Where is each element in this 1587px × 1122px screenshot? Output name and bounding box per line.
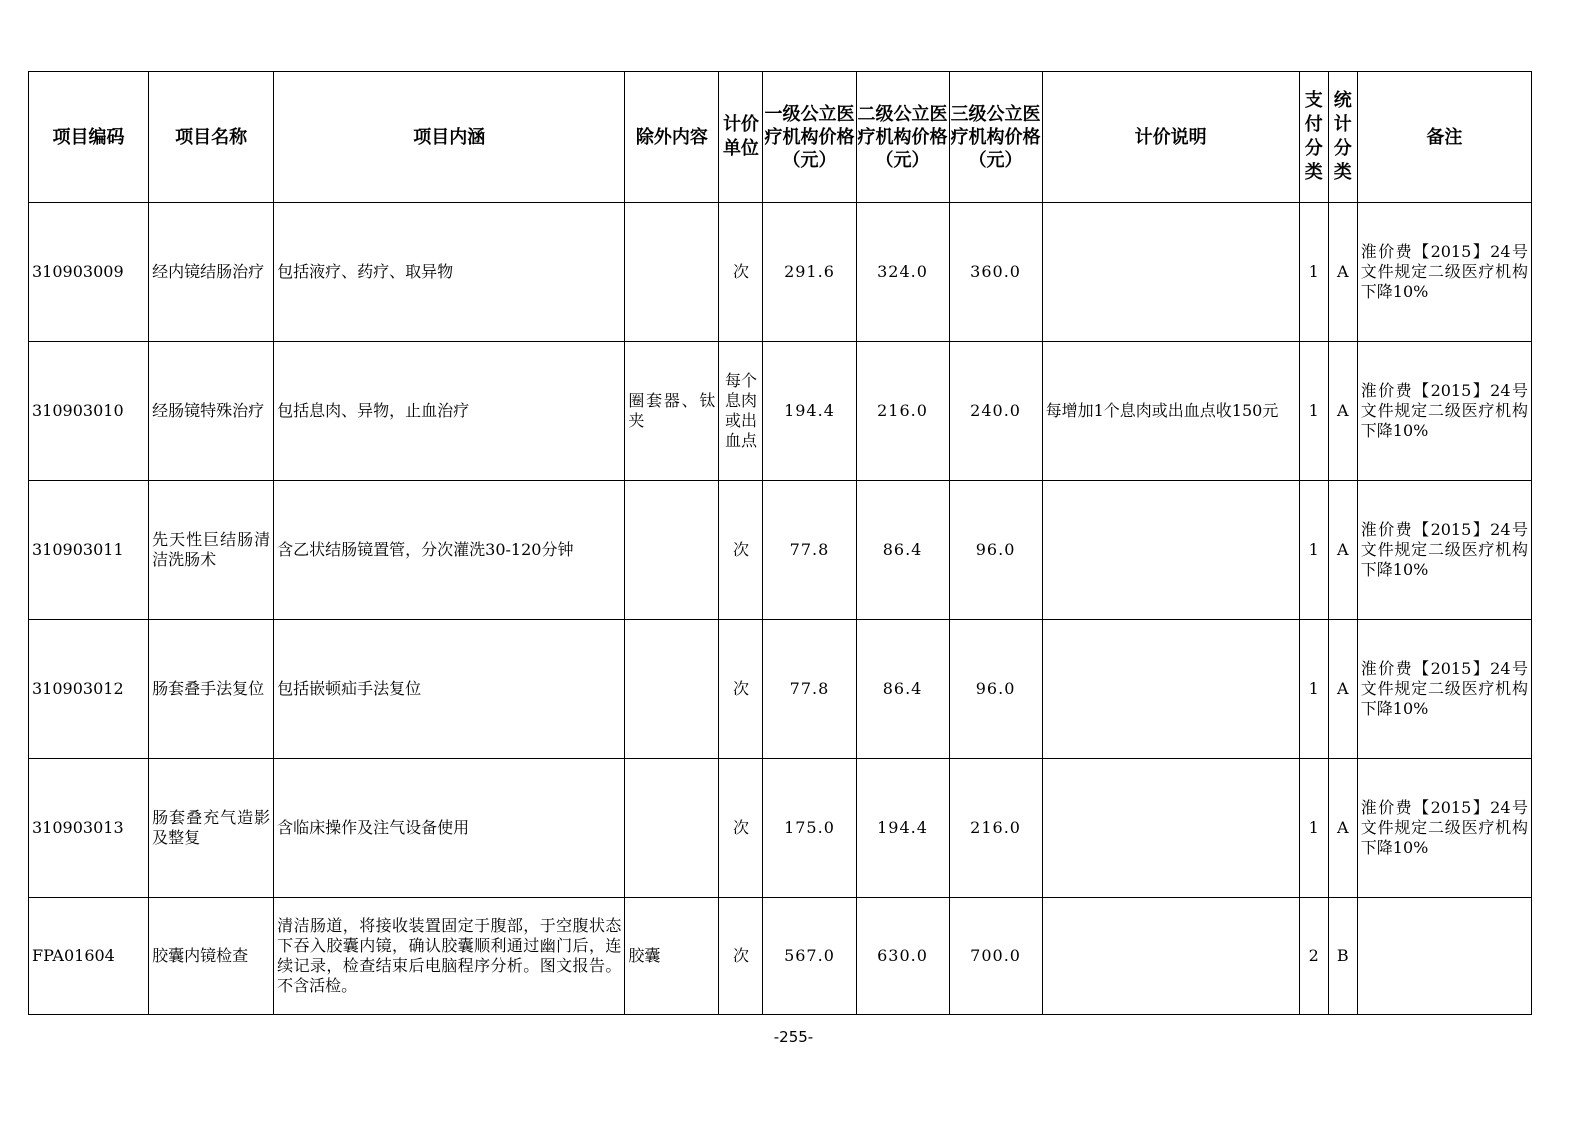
cell-price1: 291.6: [763, 203, 856, 342]
cell-pricing-note: [1042, 481, 1299, 620]
table-row: [29, 481, 1532, 620]
cell-stat-class: A: [1328, 759, 1357, 898]
cell-unit: 次: [719, 481, 763, 620]
header-row: [29, 72, 1532, 203]
cell-stat-class: B: [1328, 898, 1357, 1015]
table-row: [29, 759, 1532, 898]
cell-unit: 次: [719, 620, 763, 759]
cell-pricing-note: [1042, 620, 1299, 759]
cell-pricing-note: [1042, 898, 1299, 1015]
price-table: [28, 71, 1532, 1015]
cell-content: 包括嵌顿疝手法复位: [274, 620, 625, 759]
cell-remark: [1357, 898, 1531, 1015]
cell-price1: 567.0: [763, 898, 856, 1015]
cell-price3: 360.0: [949, 203, 1042, 342]
cell-price1: 77.8: [763, 620, 856, 759]
cell-pay-class: 1: [1299, 203, 1328, 342]
cell-exclusions: 胶囊: [625, 898, 719, 1015]
cell-remark: 淮价费【2015】24号文件规定二级医疗机构下降10%: [1357, 203, 1531, 342]
cell-exclusions: [625, 481, 719, 620]
header-unit: 计价单位: [719, 72, 763, 203]
cell-name: 先天性巨结肠清洁洗肠术: [149, 481, 274, 620]
cell-stat-class: A: [1328, 481, 1357, 620]
header-exclusions: 除外内容: [625, 72, 719, 203]
cell-price1: 77.8: [763, 481, 856, 620]
cell-remark: 淮价费【2015】24号文件规定二级医疗机构下降10%: [1357, 481, 1531, 620]
header-name: 项目名称: [149, 72, 274, 203]
cell-code: 310903013: [29, 759, 149, 898]
cell-unit: 次: [719, 759, 763, 898]
cell-price3: 96.0: [949, 481, 1042, 620]
cell-price1: 175.0: [763, 759, 856, 898]
cell-pay-class: 1: [1299, 342, 1328, 481]
header-remark: 备注: [1357, 72, 1531, 203]
header-content: 项目内涵: [274, 72, 625, 203]
cell-remark: 淮价费【2015】24号文件规定二级医疗机构下降10%: [1357, 620, 1531, 759]
cell-pay-class: 2: [1299, 898, 1328, 1015]
header-code: 项目编码: [29, 72, 149, 203]
cell-name: 肠套叠充气造影及整复: [149, 759, 274, 898]
cell-content: 含临床操作及注气设备使用: [274, 759, 625, 898]
header-pricing-note: 计价说明: [1042, 72, 1299, 203]
cell-code: 310903009: [29, 203, 149, 342]
cell-price2: 194.4: [856, 759, 949, 898]
table-row: [29, 342, 1532, 481]
cell-pay-class: 1: [1299, 481, 1328, 620]
cell-exclusions: 圈套器、钛夹: [625, 342, 719, 481]
header-price1: 一级公立医疗机构价格（元）: [763, 72, 856, 203]
header-pay-class: 支付分类: [1299, 72, 1328, 203]
page-number: -255-: [773, 1028, 814, 1046]
cell-content: 含乙状结肠镜置管，分次灌洗30-120分钟: [274, 481, 625, 620]
cell-content: 清洁肠道，将接收装置固定于腹部，于空腹状态下吞入胶囊内镜，确认胶囊顺利通过幽门后，连续记录，检查结束后电脑程序分析。图文报告。不含活检。: [274, 898, 625, 1015]
cell-price2: 86.4: [856, 620, 949, 759]
cell-remark: 淮价费【2015】24号文件规定二级医疗机构下降10%: [1357, 342, 1531, 481]
cell-exclusions: [625, 203, 719, 342]
cell-pay-class: 1: [1299, 620, 1328, 759]
cell-price3: 240.0: [949, 342, 1042, 481]
table-row: [29, 898, 1532, 1015]
cell-price2: 216.0: [856, 342, 949, 481]
cell-unit: 次: [719, 203, 763, 342]
header-stat-class: 统计分类: [1328, 72, 1357, 203]
cell-content: 包括息肉、异物，止血治疗: [274, 342, 625, 481]
cell-remark: 淮价费【2015】24号文件规定二级医疗机构下降10%: [1357, 759, 1531, 898]
cell-exclusions: [625, 620, 719, 759]
cell-exclusions: [625, 759, 719, 898]
cell-code: FPA01604: [29, 898, 149, 1015]
cell-pay-class: 1: [1299, 759, 1328, 898]
cell-price1: 194.4: [763, 342, 856, 481]
cell-name: 经肠镜特殊治疗: [149, 342, 274, 481]
cell-name: 经内镜结肠治疗: [149, 203, 274, 342]
cell-code: 310903011: [29, 481, 149, 620]
cell-name: 胶囊内镜检查: [149, 898, 274, 1015]
cell-stat-class: A: [1328, 342, 1357, 481]
cell-price3: 96.0: [949, 620, 1042, 759]
cell-name: 肠套叠手法复位: [149, 620, 274, 759]
cell-pricing-note: [1042, 203, 1299, 342]
header-price2: 二级公立医疗机构价格（元）: [856, 72, 949, 203]
cell-pricing-note: 每增加1个息肉或出血点收150元: [1042, 342, 1299, 481]
cell-content: 包括液疗、药疗、取异物: [274, 203, 625, 342]
cell-price2: 630.0: [856, 898, 949, 1015]
cell-pricing-note: [1042, 759, 1299, 898]
cell-unit: 次: [719, 898, 763, 1015]
cell-price2: 86.4: [856, 481, 949, 620]
cell-stat-class: A: [1328, 203, 1357, 342]
table-row: [29, 203, 1532, 342]
cell-unit: 每个息肉或出血点: [719, 342, 763, 481]
cell-price2: 324.0: [856, 203, 949, 342]
cell-price3: 700.0: [949, 898, 1042, 1015]
cell-code: 310903012: [29, 620, 149, 759]
table-row: [29, 620, 1532, 759]
header-price3: 三级公立医疗机构价格（元）: [949, 72, 1042, 203]
cell-price3: 216.0: [949, 759, 1042, 898]
cell-stat-class: A: [1328, 620, 1357, 759]
cell-code: 310903010: [29, 342, 149, 481]
